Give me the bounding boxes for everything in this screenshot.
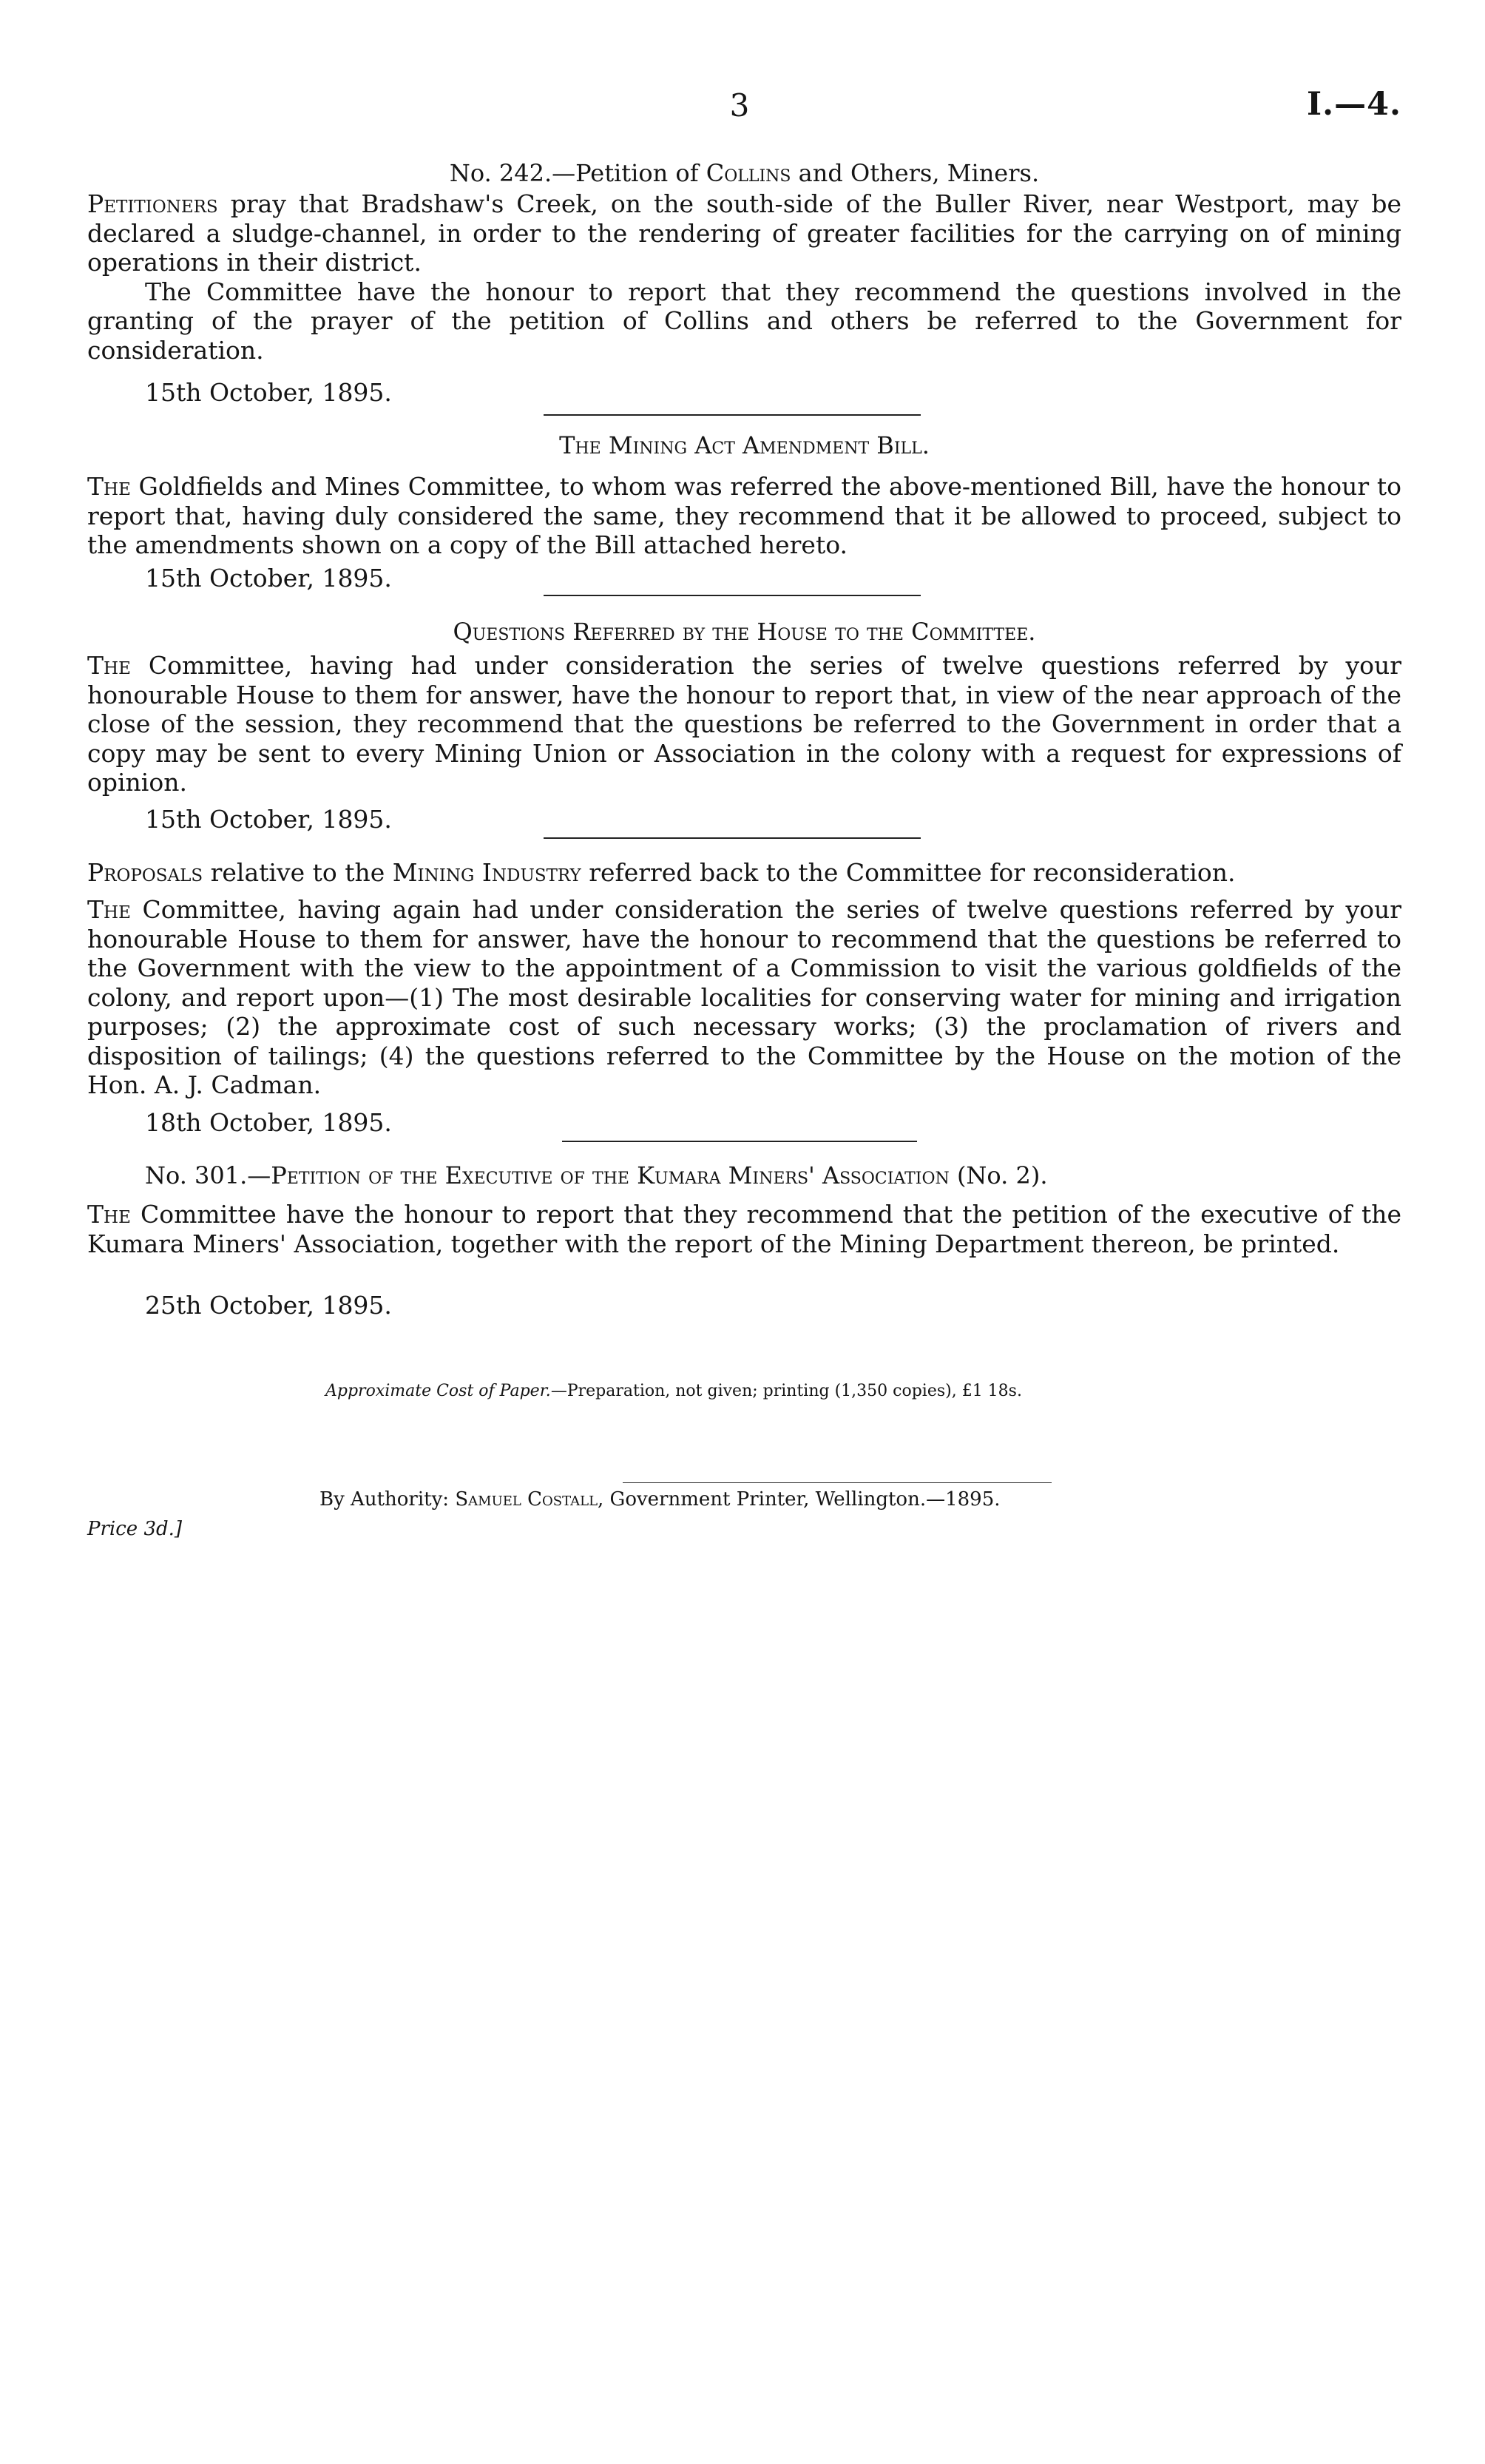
section-title-mining-act-bill: The Mining Act Amendment Bill. (559, 431, 930, 459)
petition-301-body: The Committee have the honour to report that they recommend that the petition of the executive of the Kumara Miners' Association, together with the report of the Mining Department thereon, be printed. (87, 1200, 1401, 1258)
petition-242-report: The Committee have the honour to report that they recommend the questions involved in the granting of the prayer of the petition of Collins and others be referred to the Government for consideration. (87, 277, 1401, 365)
divider (623, 1482, 1052, 1483)
page-number: 3 (729, 87, 750, 124)
cost-of-paper-note: Approximate Cost of Paper.—Preparation, not given; printing (1,350 copies), £1 18s. (325, 1382, 1022, 1400)
questions-referred-date: 15th October, 1895. (145, 805, 392, 834)
section-title-proposals: Proposals relative to the Mining Industry referred back to the Committee for reconsideration. (87, 858, 1236, 887)
divider (544, 414, 921, 416)
petition-242-date: 15th October, 1895. (145, 378, 392, 407)
proposals-body: The Committee, having again had under consideration the series of twelve questions referred by your honourable House to them for answer, have the honour to recommend that the questions be referred to the Government with the view to the appointment of a Commission to visit the various goldfields of the colony, and report upon—(1) The most desirable localities for conserving water for mining and irrigation purposes; (2) the approximate cost of such necessary works; (3) the proclamation of rivers and disposition of tailings; (4) the questions referred to the Committee by the House on the motion of the Hon. A. J. Cadman. (87, 895, 1401, 1099)
petition-242-body (87, 189, 1401, 365)
questions-referred-body: The Committee, having had under consideration the series of twelve questions referred by your honourable House to them for answer, have the honour to report that, in view of the near approach of the close of the session, they recommend that the questions be referred to the Government in order that a copy may be sent to every Mining Union or Association in the colony with a request for expressions of opinion. (87, 651, 1401, 797)
mining-act-bill-date: 15th October, 1895. (145, 564, 392, 593)
petition-301-date: 25th October, 1895. (145, 1291, 392, 1320)
printer-imprint: By Authority: Samuel Costall, Government Printer, Wellington.—1895. (319, 1488, 1001, 1511)
section-title-petition-242: No. 242.—Petition of Collins and Others, Miners. (449, 159, 1040, 187)
price: Price 3d.] (87, 1518, 183, 1540)
proposals-date: 18th October, 1895. (145, 1108, 392, 1137)
document-code: I.—4. (1307, 86, 1401, 123)
section-title-petition-301: No. 301.—Petition of the Executive of the Kumara Miners' Association (No. 2). (145, 1161, 1048, 1189)
petition-242-prayer: Petitioners pray that Bradshaw's Creek, on the south-side of the Buller River, near Westport, may be declared a sludge-channel, in order to the rendering of greater facilities for the carrying on of mining operations in their district. (87, 189, 1401, 277)
section-title-questions-referred: Questions Referred by the House to the Committee. (453, 618, 1036, 646)
divider (544, 837, 921, 839)
divider (544, 595, 921, 596)
mining-act-bill-body: The Goldfields and Mines Committee, to whom was referred the above-mentioned Bill, have the honour to report that, having duly considered the same, they recommend that it be allowed to proceed, subject to the amendments shown on a copy of the Bill attached hereto. (87, 472, 1401, 559)
divider (562, 1141, 917, 1142)
